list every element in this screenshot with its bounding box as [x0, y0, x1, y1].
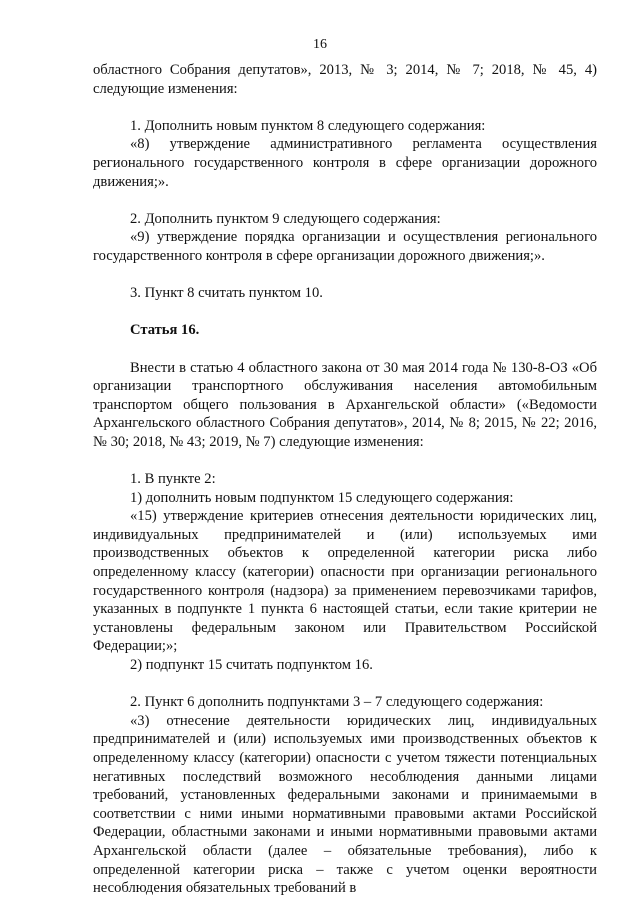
paragraph: «8) утверждение административного регламента осуществления регионального государственного контроля в сфере организации дорожного движения;». — [93, 136, 597, 190]
paragraph: 1. В пункте 2: — [130, 471, 216, 488]
page-number: 16 — [313, 37, 327, 52]
paragraph: Внести в статью 4 областного закона от 30 мая 2014 года № 130-8-ОЗ «Об организации транспортного обслуживания населения автомобильным транспортом общего пользования в Архангельской области» («Ведомости Архангельского областного Собрания депутатов», 2014, № 8; 2015, № 22; 2016, № 30; 2018, № 43; 2019, № 7) следующие изменения: — [93, 359, 597, 450]
paragraph: 2. Пункт 6 дополнить подпунктами 3 – 7 следующего содержания: — [130, 694, 544, 711]
paragraph: «15) утверждение критериев отнесения деятельности юридических лиц, индивидуальных предпринимателей и (или) используемых ими производственных объектов к определенной категории риска либо определенному классу (категории) опасности при организации регионального государственного контроля (надзора) за применением перевозчиками тарифов, указанных в подпункте 1 пункта 6 настоящей статьи, если такие критерии не установлены федеральным законом или Правительством Российской Федерации;»; — [93, 508, 597, 655]
document-body — [93, 61, 597, 898]
paragraph: «3) отнесение деятельности юридических лиц, индивидуальных предпринимателей и (или) используемых ими производственных объектов к определенному классу (категории) опасности с учетом тяжести потенциальных негативных последствий возможного несоблюдения данными лицами требований, установленных федеральными законами и принимаемыми в соответствии с ними иными нормативными правовыми актами Российской Федерации, областными законами и иными нормативными правовыми актами Архангельской области (далее – обязательные требования), либо к определенной категории риска – также с учетом оценки вероятности несоблюдения обязательных требований в — [93, 712, 597, 897]
paragraph: 1) дополнить новым подпунктом 15 следующего содержания: — [130, 489, 514, 506]
paragraph: 1. Дополнить новым пунктом 8 следующего содержания: — [130, 117, 486, 134]
paragraph: 2. Дополнить пунктом 9 следующего содержания: — [130, 210, 441, 227]
article-heading: Статья 16. — [130, 322, 200, 339]
paragraph: 2) подпункт 15 считать подпунктом 16. — [130, 657, 373, 673]
paragraph: областного Собрания депутатов», 2013, № 3; 2014, № 7; 2018, № 45, 4) следующие изменения: — [93, 62, 597, 97]
paragraph: 3. Пункт 8 считать пунктом 10. — [130, 285, 323, 302]
paragraph: «9) утверждение порядка организации и осуществления регионального государственного контроля в сфере организации дорожного движения;». — [93, 229, 597, 264]
